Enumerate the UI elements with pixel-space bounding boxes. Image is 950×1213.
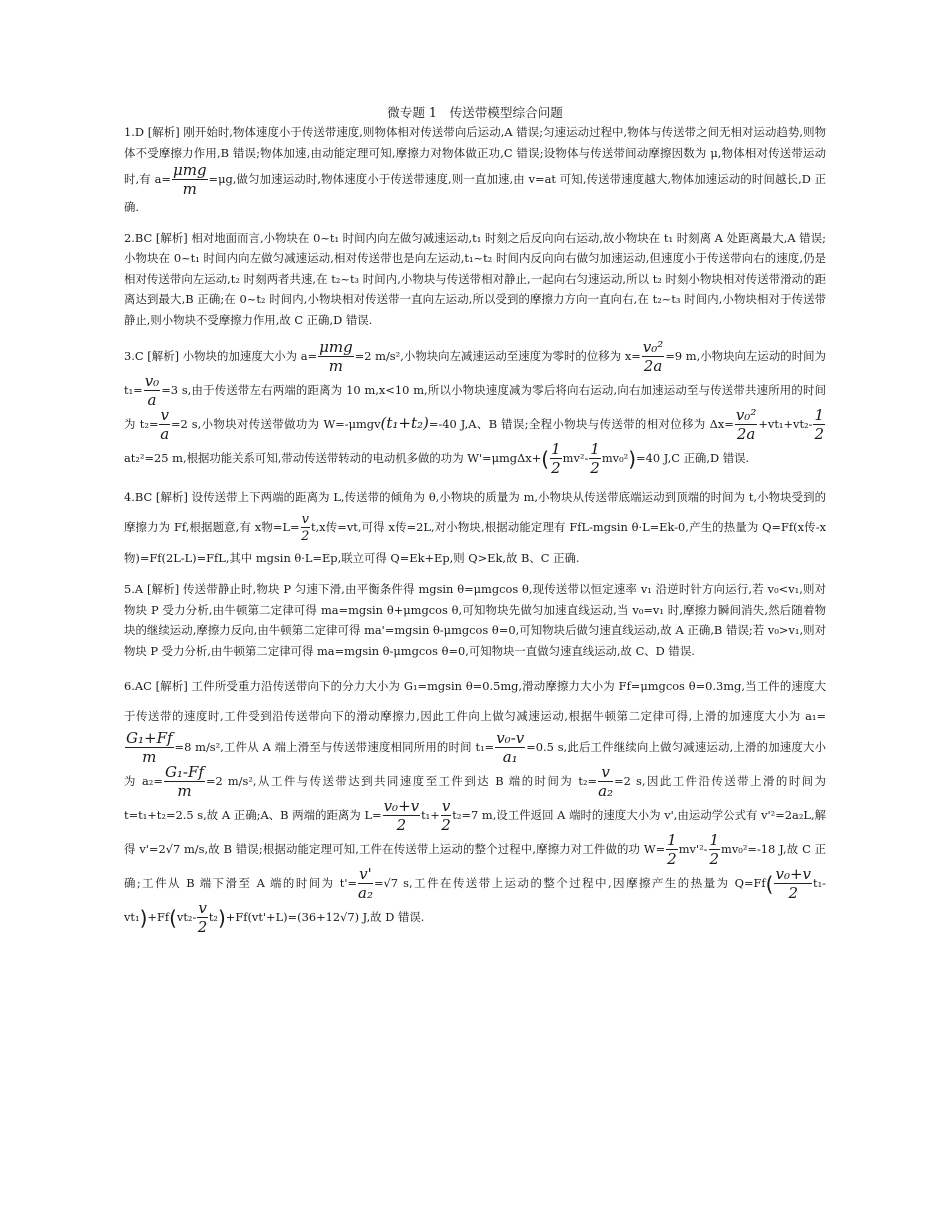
- answer-2-tag: [解析]: [155, 230, 188, 245]
- answer-5-text: 传送带静止时,物块 P 匀速下滑,由平衡条件得 mgsin θ=μmgcos θ,现传送带以恒定速率 v₁ 沿逆时针方向运行,若 v₀<v₁,则对物块 P 受力分析,由牛顿第二定律可得 ma=mgsin θ+μmgcos θ,可知物块先做匀加速直线运动,当 v₀=v₁ 时,摩擦力瞬间消失,然后随着物块的继续运动,摩擦力反向,由牛顿第二定律可得 ma'=mgsin θ-μmgcos θ=0,可知物块后做匀速直线运动,故 A 正确,B 错误;若 v₀>v₁,则对物块 P 受力分析,由牛顿第二定律可得 ma=mgsin θ-μmgcos θ=0,可知物块一直做匀速直线运动,故 C、D 错误.: [124, 582, 827, 658]
- answer-1-tag: [解析]: [147, 125, 180, 139]
- fraction-denominator: a: [147, 391, 157, 409]
- fraction-numerator: v₀: [144, 372, 160, 390]
- fraction-numerator: v₀+v: [383, 797, 420, 815]
- answer-6-seg: =√7 s,工件在传送带上运动的整个过程中,因摩擦产生的热量为 Q=Ff: [373, 876, 766, 890]
- answer-4: [124, 482, 826, 573]
- answer-6-fraction: [164, 765, 205, 799]
- fraction-denominator: a₁: [502, 748, 518, 766]
- answer-1-text-a: 刚开始时,物体速度小于传送带速度,则物体相对传送带向后运动,A 错误;匀速运动过程中,物体与传送带之间无相对运动趋势,则物体不受摩擦力作用,B 错误;物体加速,由动能定理可知,摩擦力对物体做正功,C 错误;设物体与传送带间动摩擦因数为 μ,物体相对传送带运动时,有 a=: [124, 125, 827, 186]
- right-paren: ): [139, 906, 148, 930]
- fraction-denominator: a₂: [358, 884, 373, 902]
- answer-3-fraction: [550, 442, 562, 476]
- answer-5-tag: [解析]: [146, 582, 180, 596]
- left-paren: (: [169, 906, 177, 930]
- fraction-denominator: 2: [441, 816, 451, 834]
- fraction-numerator: 1: [590, 440, 600, 458]
- fraction-denominator: m: [182, 180, 197, 198]
- fraction-numerator: v₀²: [735, 406, 757, 424]
- answer-3-tag: [解析]: [147, 349, 180, 363]
- answer-6-seg: t₁-vt₁: [124, 876, 826, 924]
- left-paren: (: [541, 447, 550, 471]
- answer-3-seg: at₂²=25 m,根据功能关系可知,带动传送带转动的电动机多做的功为 W'=μmgΔx+: [124, 451, 542, 465]
- answer-6-seg: t₁+: [421, 808, 440, 822]
- fraction-numerator: 1: [667, 831, 677, 849]
- answer-4-tag: [解析]: [155, 490, 188, 504]
- fraction-denominator: 2: [709, 850, 720, 868]
- right-paren: ): [628, 447, 637, 471]
- answer-3-paren: (t₁+t₂): [380, 414, 429, 432]
- fraction-numerator: v: [598, 765, 613, 782]
- fraction-denominator: 2: [301, 529, 310, 544]
- fraction-numerator: v: [301, 512, 309, 527]
- answer-3-seg: =2 m/s²,小物块向左减速运动至速度为零时的位移为 x=: [354, 349, 641, 363]
- answer-6-fraction: [358, 867, 373, 901]
- answer-3-seg: 小物块的加速度大小为 a=: [182, 349, 318, 363]
- answer-5: [124, 579, 826, 661]
- answer-6-seg: =0.5 s,此后工件继续向上做匀减速运动,上滑的加速度大小为 a₂=: [124, 740, 826, 788]
- fraction-denominator: 2: [667, 850, 677, 868]
- answer-6-seg: t₂=7 m,设工件返回 A 端时的速度大小为 v',由运动学公式有 v'²=2a₂L,解得 v'=2√7 m/s,故 B 错误;根据动能定理可知,工件在传送带上运动的整个过程中,摩擦力对工件做的功 W=: [124, 808, 827, 856]
- fraction-numerator: G₁+Ff: [126, 729, 173, 747]
- fraction-numerator: 1: [814, 406, 824, 424]
- answer-6-fraction: [666, 833, 678, 867]
- fraction-numerator: 1: [709, 831, 720, 849]
- answer-4-seg: 设传送带上下两端的距离为 L,传送带的倾角为 θ,小物块的质量为 m,小物块从传送带底端运动到顶端的时间为 t,小物块受到的摩擦力为 Ff,根据题意,有 x物=L=: [124, 490, 827, 534]
- answer-1-text-b: =μg,做匀加速运动时,物体速度小于传送带速度,则一直加速,由 v=at 可知,传送带速度越大,物体加速运动的时间越长,D 正确.: [124, 172, 827, 214]
- answer-3-fraction: [813, 408, 825, 442]
- fraction-numerator: v₀+v: [775, 865, 811, 883]
- answer-6-seg: +Ff(vt'+L)=(36+12√7) J,故 D 错误.: [225, 910, 425, 924]
- answer-4-seg: t,x传=vt,可得 x传=2L,对小物块,根据动能定理有 FfL-mgsin θ·L=Ek-0,产生的热量为 Q=Ff(x传-x物)=Ff(2L-L)=FfL,其中 mgsin θ·L=Ep,联立可得 Q=Ek+Ep,则 Q>Ek,故 B、C 正确.: [124, 520, 827, 565]
- answer-6-seg: =2 s,因此工件沿传送带上滑的时间为 t=t₁+t₂=2.5 s,故 A 正确;A、B 两端的距离为 L=: [124, 774, 826, 822]
- answer-5-label: 5.A: [124, 582, 144, 596]
- answer-3-label: 3.C: [124, 349, 144, 363]
- fraction-denominator: m: [177, 782, 192, 800]
- answer-3-seg: +vt₁+vt₂-: [758, 417, 813, 431]
- fraction-numerator: v: [198, 899, 207, 917]
- answer-6-seg: +Ff: [147, 910, 170, 924]
- answer-6-label: 6.AC: [124, 679, 152, 693]
- fraction-denominator: 2: [814, 425, 824, 443]
- answer-6-seg: =2 m/s²,从工件与传送带达到共同速度至工件到达 B 端的时间为 t₂=: [205, 774, 598, 788]
- fraction-numerator: v: [160, 406, 169, 424]
- answer-1-label: 1.D: [124, 125, 145, 139]
- answer-6-seg: t₂: [208, 910, 218, 924]
- answer-3-seg: mv₀²: [601, 451, 629, 465]
- fraction-denominator: a: [160, 425, 170, 443]
- answer-6-seg: vt₂-: [176, 910, 197, 924]
- fraction-denominator: m: [328, 357, 344, 375]
- answer-3-fraction: [144, 374, 161, 408]
- fraction-numerator: v': [359, 865, 372, 883]
- answer-3-seg: =3 s,由于传送带左右两端的距离为 10 m,x<10 m,所以小物块速度减为零后将向右运动,向右加速运动至与传送带共速所用的时间为 t₂=: [124, 383, 826, 431]
- answer-6-fraction: [709, 833, 721, 867]
- answer-4-label: 4.BC: [124, 490, 153, 504]
- right-paren: ): [217, 906, 226, 930]
- answer-3-fraction: [735, 408, 758, 442]
- fraction-numerator: μmg: [172, 161, 207, 179]
- answer-3-seg: =-40 J,A、B 错误;全程小物块与传送带的相对位移为 Δx=: [428, 417, 734, 431]
- fraction-denominator: 2: [396, 816, 407, 834]
- fraction-denominator: m: [142, 748, 157, 766]
- answer-2: [124, 228, 826, 331]
- answer-3: [124, 340, 826, 476]
- fraction-denominator: 2: [788, 884, 798, 902]
- fraction-numerator: G₁-Ff: [164, 763, 204, 781]
- answer-1-fraction: [172, 163, 208, 197]
- answer-6-fraction: [598, 765, 613, 799]
- answer-4-fraction: [301, 513, 310, 543]
- answer-3-fraction: [159, 408, 169, 442]
- answer-6-seg: mv'²-: [678, 842, 708, 856]
- fraction-denominator: 2a: [643, 357, 663, 375]
- fraction-numerator: 1: [551, 440, 561, 458]
- left-paren: (: [765, 872, 774, 896]
- fraction-denominator: a₂: [598, 782, 614, 800]
- answer-2-label: 2.BC: [124, 230, 153, 245]
- answer-3-seg: =2 s,小物块对传送带做功为 W=-μmgv: [170, 417, 381, 431]
- answer-6-fraction: [495, 731, 525, 765]
- answer-6-fraction: [441, 799, 451, 833]
- answer-3-seg: mv²-: [562, 451, 589, 465]
- page-title: 微专题 1 传送带模型综合问题: [387, 105, 563, 120]
- answer-6-seg: mv₀²=-18 J,故 C 正确;工件从 B 端下滑至 A 端的时间为 t'=: [124, 842, 826, 890]
- answer-2-text: 相对地面而言,小物块在 0~t₁ 时间内向左做匀减速运动,t₁ 时刻之后反向向右运动,故小物块在 t₁ 时刻离 A 处距离最大,A 错误;小物块在 0~t₁ 时间内向左做匀减速运动,相对传送带也是向左运动,t₁~t₂ 时间内反向向右做匀加速运动,但速度小于传送带向右的速度,仍是相对传送带向左运动,t₂ 时刻两者共速,在 t₂~t₃ 时间内,小物块与传送带相对静止,一起向右匀速运动,所以 t₂ 时刻小物块相对传送带滑动的距离达到最大,B 正确;在 0~t₂ 时间内,小物块相对传送带一直向左运动,所以受到的摩擦力方向一直向右,在 t₂~t₃ 时间内,小物块相对于传送带静止,则小物块不受摩擦力作用,故 C 正确,D 错误.: [124, 230, 827, 327]
- fraction-denominator: 2: [551, 459, 561, 477]
- answer-6: [124, 671, 826, 935]
- fraction-numerator: v₀²: [642, 338, 664, 356]
- answer-6-fraction: [125, 731, 174, 765]
- answer-6-fraction: [774, 867, 812, 901]
- fraction-numerator: μmg: [319, 338, 353, 356]
- answer-3-fraction: [589, 442, 601, 476]
- answer-6-fraction: [197, 901, 207, 935]
- answer-3-seg: =40 J,C 正确,D 错误.: [636, 451, 750, 465]
- fraction-denominator: 2: [197, 918, 208, 936]
- answer-6-tag: [解析]: [155, 679, 188, 693]
- fraction-denominator: 2: [590, 459, 600, 477]
- fraction-numerator: v: [441, 797, 451, 815]
- answer-3-fraction: [642, 340, 665, 374]
- answer-6-fraction: [383, 799, 421, 833]
- answer-6-seg: =8 m/s²,工件从 A 端上滑至与传送带速度相同所用的时间 t₁=: [174, 740, 495, 754]
- answer-1: [124, 122, 826, 218]
- answer-3-fraction: [318, 340, 354, 374]
- answer-6-seg: 工件所受重力沿传送带向下的分力大小为 G₁=mgsin θ=0.5mg,滑动摩擦力大小为 Ff=μmgcos θ=0.3mg,当工件的速度大于传送带的速度时,工件受到沿传送带向下的滑动摩擦力,因此工件向上做匀减速运动,根据牛顿第二定律可得,上滑的加速度大小为 a₁=: [124, 679, 826, 723]
- fraction-numerator: v₀-v: [496, 729, 525, 747]
- answer-3-seg: =9 m,小物块向左运动的时间为 t₁=: [124, 349, 826, 397]
- fraction-denominator: 2a: [736, 425, 756, 443]
